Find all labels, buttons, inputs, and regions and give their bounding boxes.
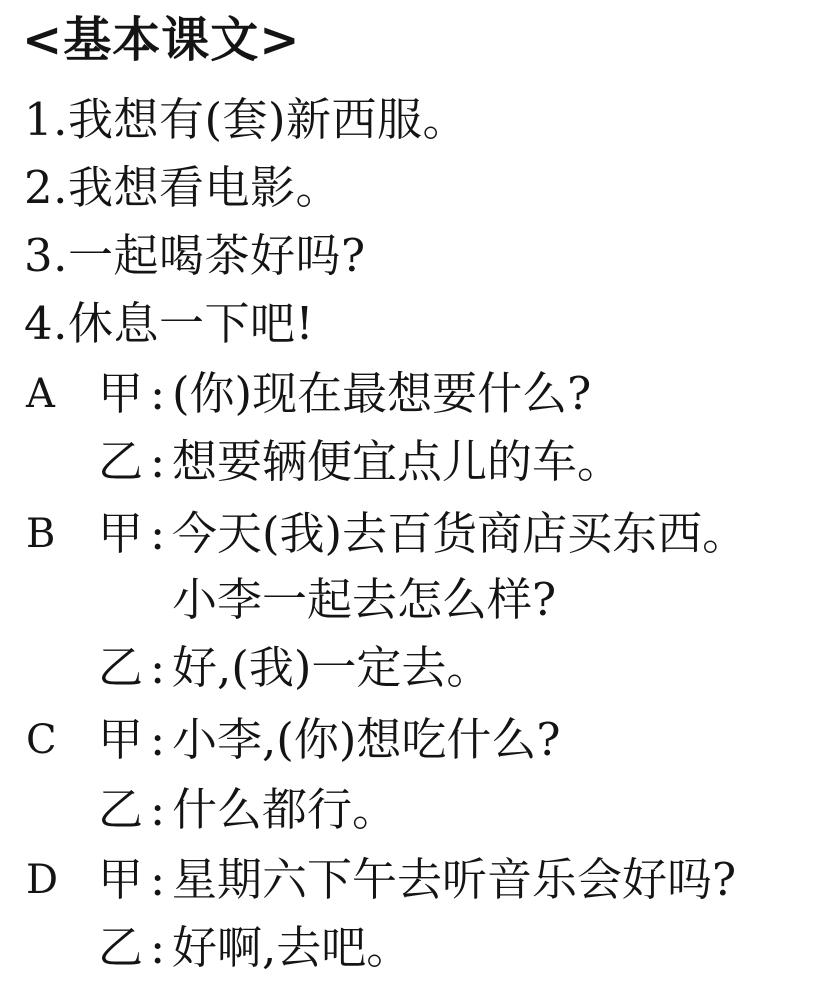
sentence-2 bbox=[24, 160, 341, 216]
speaker-colon: : bbox=[150, 713, 166, 766]
sentence-text: 一起喝茶好吗? bbox=[67, 229, 366, 282]
sentence-number: 2. bbox=[24, 161, 68, 214]
sentence-number: 4. bbox=[24, 297, 68, 350]
utterance-yi-line-1: 什么都行。 bbox=[172, 783, 398, 836]
dialogue-letter: D bbox=[26, 857, 59, 903]
speaker-colon: : bbox=[150, 921, 166, 974]
dialogue-letter: C bbox=[26, 717, 57, 763]
utterance-jia-line-1: 星期六下午去听音乐会好吗? bbox=[172, 853, 737, 906]
speaker-colon: : bbox=[150, 507, 166, 560]
speaker-jia: 甲 bbox=[98, 853, 144, 906]
sentence-1 bbox=[24, 92, 468, 148]
speaker-colon: : bbox=[150, 435, 166, 488]
speaker-colon: : bbox=[150, 367, 166, 420]
sentence-4 bbox=[24, 296, 314, 352]
utterance-jia-line-1: (你)现在最想要什么? bbox=[172, 367, 592, 420]
speaker-yi: 乙 bbox=[98, 435, 144, 488]
speaker-colon: : bbox=[150, 783, 166, 836]
speaker-jia: 甲 bbox=[98, 713, 144, 766]
sentence-number: 1. bbox=[24, 93, 68, 146]
speaker-jia: 甲 bbox=[98, 507, 144, 560]
sentence-text: 我想看电影。 bbox=[67, 161, 341, 214]
utterance-yi-line-1: 想要辆便宜点儿的车。 bbox=[172, 435, 623, 488]
sentence-3 bbox=[24, 228, 366, 284]
speaker-colon: : bbox=[150, 853, 166, 906]
utterance-jia-line-1: 小李,(你)想吃什么? bbox=[172, 713, 561, 766]
utterance-jia-line-1: 今天(我)去百货商店买东西。 bbox=[172, 507, 748, 560]
utterance-yi-line-1: 好,(我)一定去。 bbox=[172, 641, 492, 694]
sentence-text: 我想有(套)新西服。 bbox=[67, 93, 469, 146]
sentence-text: 休息一下吧! bbox=[67, 297, 315, 350]
utterance-jia-line-2: 小李一起去怎么样? bbox=[172, 573, 557, 626]
sentence-number: 3. bbox=[24, 229, 68, 282]
dialogue-letter: A bbox=[26, 371, 55, 417]
speaker-yi: 乙 bbox=[98, 783, 144, 836]
dialogue-letter: B bbox=[26, 511, 56, 557]
section-title: <基本课文> bbox=[22, 12, 301, 68]
speaker-jia: 甲 bbox=[98, 367, 144, 420]
speaker-yi: 乙 bbox=[98, 641, 144, 694]
utterance-yi-line-1: 好啊,去吧。 bbox=[172, 921, 412, 974]
speaker-yi: 乙 bbox=[98, 921, 144, 974]
speaker-colon: : bbox=[150, 641, 166, 694]
